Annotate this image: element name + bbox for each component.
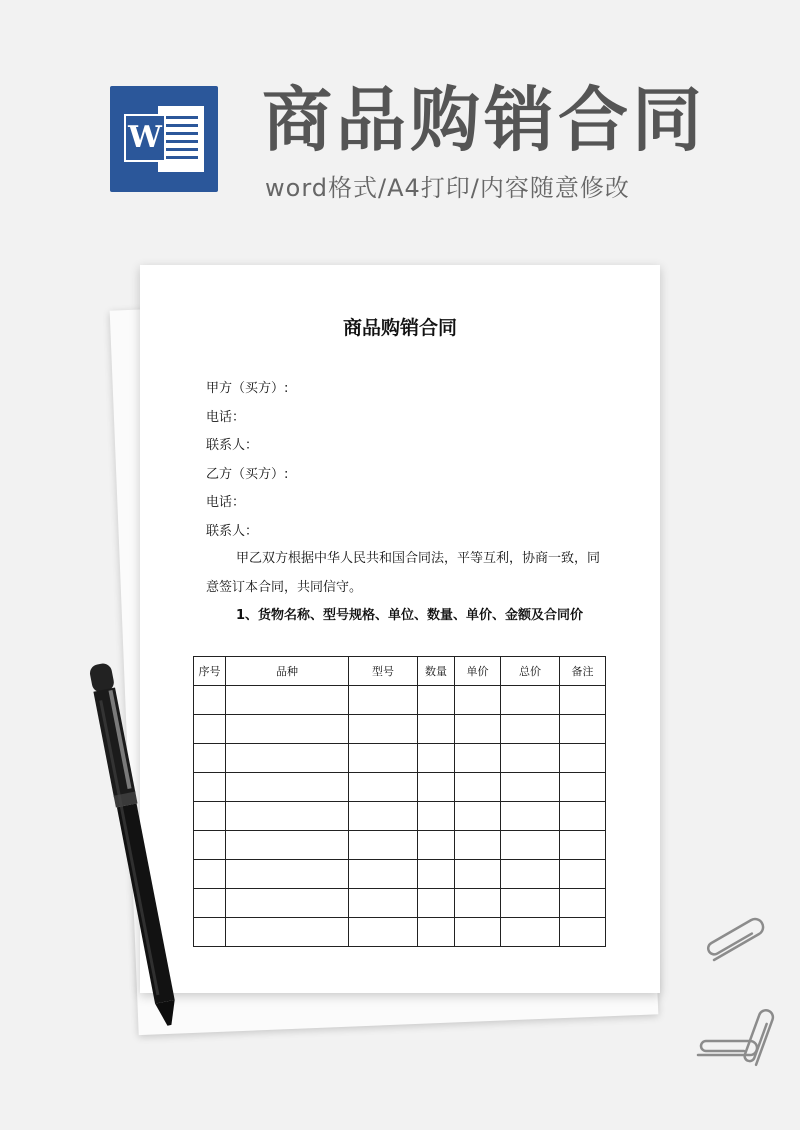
table-cell <box>226 744 349 773</box>
table-cell <box>455 831 501 860</box>
table-cell <box>501 918 560 947</box>
table-cell <box>501 773 560 802</box>
field-party-b: 乙方（买方）: <box>206 466 289 482</box>
table-cell <box>349 686 418 715</box>
table-cell <box>501 744 560 773</box>
goods-table-body <box>194 686 606 947</box>
table-cell <box>560 744 606 773</box>
table-cell <box>455 773 501 802</box>
table-cell <box>455 715 501 744</box>
paper-clip-icon <box>700 915 780 975</box>
table-cell <box>194 860 226 889</box>
table-cell <box>455 860 501 889</box>
table-cell <box>349 744 418 773</box>
banner-title: 商品购销合同 <box>262 79 706 161</box>
table-cell <box>455 889 501 918</box>
table-cell <box>501 802 560 831</box>
table-cell <box>349 715 418 744</box>
table-cell <box>418 918 455 947</box>
table-cell <box>455 802 501 831</box>
table-header-row <box>194 657 606 686</box>
table-cell <box>560 831 606 860</box>
table-cell <box>194 686 226 715</box>
table-cell <box>349 918 418 947</box>
word-logo-icon <box>110 86 218 192</box>
table-cell <box>418 744 455 773</box>
table-cell <box>194 831 226 860</box>
table-cell <box>501 831 560 860</box>
table-cell <box>501 686 560 715</box>
table-cell <box>560 918 606 947</box>
table-row <box>194 802 606 831</box>
header-total-price: 总价 <box>501 657 560 686</box>
paper-clip-icon <box>742 1005 786 1075</box>
logo-letter: W <box>128 120 162 155</box>
table-row <box>194 773 606 802</box>
table-cell <box>226 918 349 947</box>
table-cell <box>349 802 418 831</box>
field-phone-a: 电话： <box>206 409 246 425</box>
table-cell <box>349 831 418 860</box>
field-phone-b: 电话： <box>206 495 246 511</box>
table-cell <box>560 715 606 744</box>
document-title: 商品购销合同 <box>342 317 457 339</box>
header-quantity: 数量 <box>418 657 455 686</box>
table-cell <box>194 889 226 918</box>
table-row <box>194 889 606 918</box>
table-cell <box>349 860 418 889</box>
agreement-text: 甲乙双方根据中华人民共和国合同法，平等互利，协商一致，同意签订本合同，共同信守。 <box>206 551 601 595</box>
field-party-a: 甲方（买方）: <box>206 381 289 396</box>
table-cell <box>226 889 349 918</box>
table-cell <box>226 802 349 831</box>
table-cell <box>194 744 226 773</box>
table-cell <box>455 686 501 715</box>
table-cell <box>560 773 606 802</box>
table-cell <box>560 889 606 918</box>
agreement-paragraph <box>206 545 606 602</box>
table-cell <box>226 831 349 860</box>
table-row <box>194 744 606 773</box>
table-cell <box>501 860 560 889</box>
header-index: 序号 <box>194 657 226 686</box>
header-variety: 品种 <box>226 657 349 686</box>
table-cell <box>560 860 606 889</box>
banner-subtitle: word格式/A4打印/内容随意修改 <box>265 174 630 202</box>
table-row <box>194 831 606 860</box>
table-cell <box>455 744 501 773</box>
table-cell <box>226 715 349 744</box>
field-contact-a: 联系人： <box>206 438 259 454</box>
table-row <box>194 918 606 947</box>
table-cell <box>501 889 560 918</box>
table-cell <box>194 918 226 947</box>
clause-text: 1、货物名称、型号规格、单位、数量、单价、金额及合同价 <box>236 608 584 623</box>
table-cell <box>226 860 349 889</box>
table-cell <box>560 686 606 715</box>
pen-cap-top <box>88 662 115 694</box>
table-cell <box>418 686 455 715</box>
clause-heading <box>206 602 606 631</box>
goods-table <box>193 656 606 947</box>
table-cell <box>418 889 455 918</box>
table-cell <box>418 860 455 889</box>
table-cell <box>349 889 418 918</box>
table-cell <box>560 802 606 831</box>
contract-page <box>140 265 660 993</box>
header-banner <box>0 0 800 230</box>
header-unit-price: 单价 <box>455 657 501 686</box>
table-cell <box>418 773 455 802</box>
header-model: 型号 <box>349 657 418 686</box>
w-plate <box>124 114 166 162</box>
field-contact-b: 联系人： <box>206 523 259 539</box>
table-row <box>194 860 606 889</box>
table-cell <box>418 802 455 831</box>
header-remarks: 备注 <box>560 657 606 686</box>
table-cell <box>349 773 418 802</box>
table-cell <box>501 715 560 744</box>
table-cell <box>455 918 501 947</box>
table-cell <box>194 802 226 831</box>
table-cell <box>226 773 349 802</box>
table-cell <box>194 715 226 744</box>
table-cell <box>226 686 349 715</box>
table-row <box>194 686 606 715</box>
party-fields <box>206 375 616 547</box>
table-row <box>194 715 606 744</box>
table-cell <box>418 831 455 860</box>
table-cell <box>194 773 226 802</box>
table-cell <box>418 715 455 744</box>
